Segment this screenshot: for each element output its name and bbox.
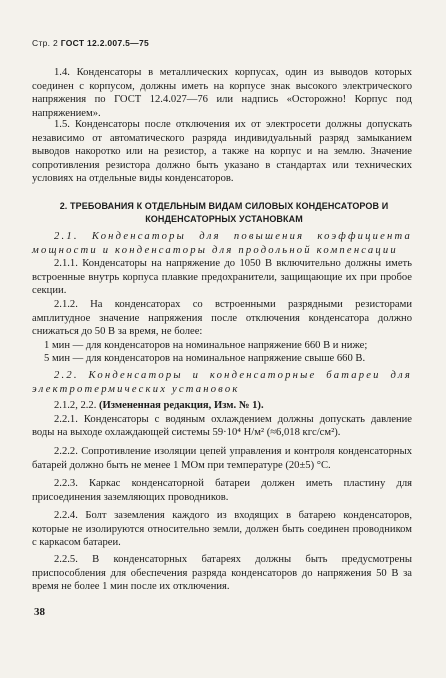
clause-2-1-2: 2.1.2. На конденсаторах со встроенными разрядными резисторами амплитудное значение напряжения после отключения конденсатора должно снижаться до 50 В за время, не более:	[32, 298, 412, 338]
section-2-body	[32, 230, 412, 594]
running-header	[32, 38, 149, 48]
amendment-note	[32, 399, 412, 413]
clause-2-2-5: 2.2.5. В конденсаторных батареях должны быть предусмотрены приспособления для обеспечения разряда конденсаторов до напряжения 50 В за время не более 1 мин после их отключения.	[32, 554, 412, 593]
page-number: 38	[34, 606, 45, 618]
clause-1-4: 1.4. Конденсаторы в металлических корпусах, один из выводов которых соединен с корпусом, должны иметь на корпусе знак высокого электрического напряжения по ГОСТ 12.4.027—76 или надпись «Осторожно! Корпус под напряжением».	[32, 67, 412, 119]
section-2-heading: 2. ТРЕБОВАНИЯ К ОТДЕЛЬНЫМ ВИДАМ СИЛОВЫХ КОНДЕНСАТОРОВ И КОНДЕНСАТОРНЫХ УСТАНОВКАМ	[59, 201, 389, 224]
amendment-clauses: 2.1.2, 2.2.	[54, 400, 97, 412]
header-standard-code: ГОСТ 12.2.007.5—75	[60, 38, 150, 48]
header-page-prefix: Стр. 2	[32, 38, 59, 48]
amendment-text: (Измененная редакция, Изм. № 1).	[99, 400, 264, 412]
clause-2-1-2-item-2: 5 мин — для конденсаторов на номинальное напряжение свыше 660 В.	[44, 353, 366, 365]
clause-1-4-block	[32, 66, 412, 120]
clause-2-2-1: 2.2.1. Конденсаторы с водяным охлаждением должны допускать давление воды на выходе охлаждающей системы 59·10⁴ Н/м² (≈6,018 кгс/см²).	[32, 413, 412, 439]
section-2-heading-block	[48, 200, 400, 225]
clause-1-5: 1.5. Конденсаторы после отключения их от электросети должны допускать независимо от автоматического разряда индивидуальный разряд замыканием выводов накоротко или на резистор, а также на корпус и на землю. Значение сопротивления резистора должно быть указано в стандартах или технических условиях на отдельные виды конденсаторов.	[32, 119, 412, 185]
clause-2-2-3: 2.2.3. Каркас конденсаторной батареи должен иметь пластину для присоединения заземляющих проводников.	[32, 478, 412, 503]
clause-1-5-block	[32, 118, 412, 186]
clause-2-1-2-item-1: 1 мин — для конденсаторов на номинальное напряжение 660 В и ниже;	[44, 339, 368, 351]
clause-2-1-title: 2.1. Конденсаторы для повышения коэффициента мощности и конденсаторы для продольной компенсации	[32, 231, 412, 256]
clause-2-2-4: 2.2.4. Болт заземления каждого из входящих в батарею конденсаторов, которые не изолируются относительно земли, должен быть соединен проводником с каркасом батареи.	[32, 510, 412, 549]
clause-2-1-1: 2.1.1. Конденсаторы на напряжение до 1050 В включительно должны иметь встроенные внутрь корпуса плавкие предохранители, защищающие их при пробое секции.	[32, 258, 412, 297]
clause-2-2-title: 2.2. Конденсаторы и конденсаторные батареи для электротермических установок	[32, 369, 412, 395]
clause-2-2-2: 2.2.2. Сопротивление изоляции цепей управления и контроля конденсаторных батарей должно быть не менее 1 МОм при температуре (20±5) °С.	[32, 445, 412, 471]
